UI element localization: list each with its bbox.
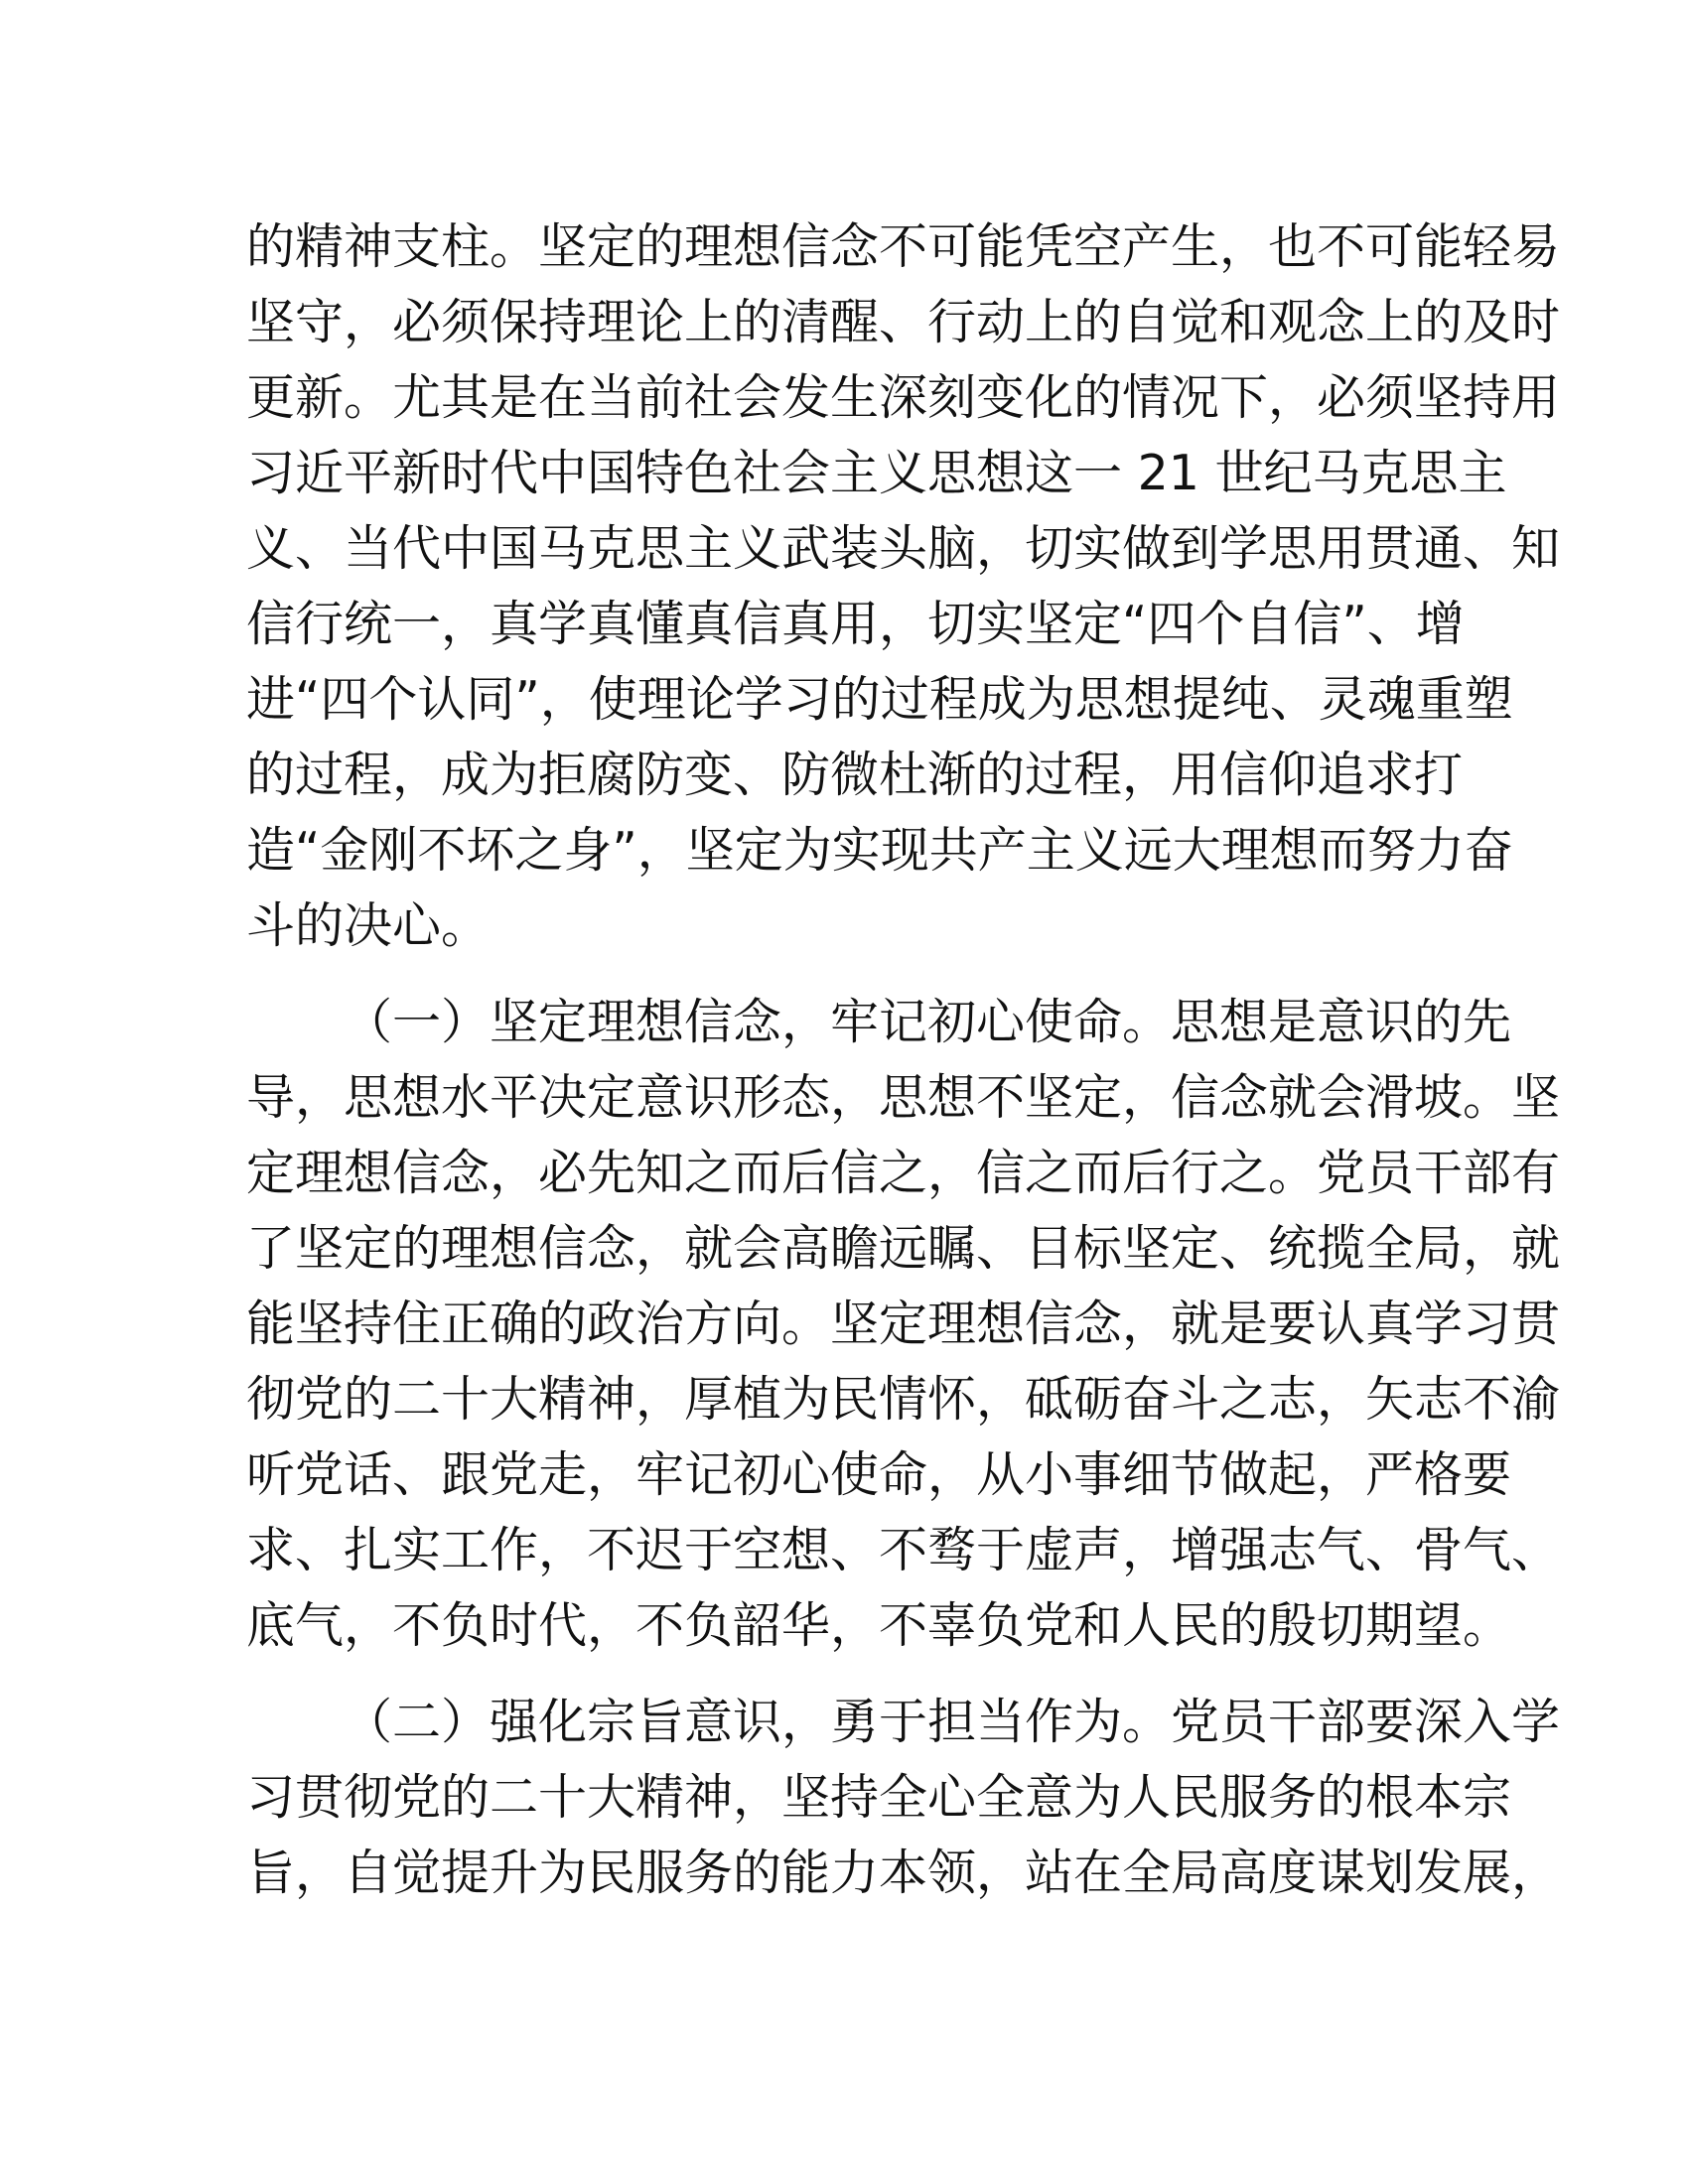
text-line: （二）强化宗旨意识，勇于担当作为。党员干部要深入学 — [344, 1694, 1561, 1750]
text-line: 习近平新时代中国特色社会主义思想这一 21 世纪马克思主 — [246, 445, 1507, 501]
text-line: 更新。尤其是在当前社会发生深刻变化的情况下，必须坚持用 — [246, 369, 1561, 426]
text-line: 底气，不负时代，不负韶华，不辜负党和人民的殷切期望。 — [246, 1597, 1512, 1654]
text-line: 习贯彻党的二十大精神，坚持全心全意为人民服务的根本宗 — [246, 1769, 1512, 1826]
text-line: 造“金刚不坏之身”，坚定为实现共产主义远大理想而努力奋 — [246, 822, 1513, 879]
paragraph-continuation — [246, 209, 1561, 964]
text-line: 旨，自觉提升为民服务的能力本领，站在全局高度谋划发展， — [246, 1844, 1561, 1901]
text-line: 听党话、跟党走，牢记初心使命，从小事细节做起，严格要 — [246, 1446, 1512, 1503]
text-line: 进“四个认同”，使理论学习的过程成为思想提纯、灵魂重塑 — [246, 671, 1513, 728]
text-line: 坚守，必须保持理论上的清醒、行动上的自觉和观念上的及时 — [246, 294, 1561, 350]
text-line: （一）坚定理想信念，牢记初心使命。思想是意识的先 — [344, 994, 1512, 1050]
text-line: 定理想信念，必先知之而后信之，信之而后行之。党员干部有 — [246, 1145, 1561, 1201]
paragraph-section-one — [246, 985, 1561, 1664]
paragraph-section-two — [246, 1685, 1561, 1911]
text-line: 义、当代中国马克思主义武装头脑，切实做到学思用贯通、知 — [246, 520, 1561, 577]
text-line: 的精神支柱。坚定的理想信念不可能凭空产生，也不可能轻易 — [246, 218, 1561, 275]
text-line: 了坚定的理想信念，就会高瞻远瞩、目标坚定、统揽全局，就 — [246, 1220, 1561, 1277]
text-line: 斗的决心。 — [246, 897, 491, 954]
text-line: 的过程，成为拒腐防变、防微杜渐的过程，用信仰追求打 — [246, 747, 1464, 803]
document-page — [246, 209, 1561, 1911]
text-line: 信行统一，真学真懂真信真用，切实坚定“四个自信”、增 — [246, 596, 1465, 652]
text-line: 导，思想水平决定意识形态，思想不坚定，信念就会滑坡。坚 — [246, 1069, 1561, 1126]
text-line: 能坚持住正确的政治方向。坚定理想信念，就是要认真学习贯 — [246, 1296, 1561, 1352]
text-line: 彻党的二十大精神，厚植为民情怀，砥砺奋斗之志，矢志不渝 — [246, 1371, 1561, 1428]
text-line: 求、扎实工作，不迟于空想、不骛于虚声，增强志气、骨气、 — [246, 1522, 1561, 1578]
